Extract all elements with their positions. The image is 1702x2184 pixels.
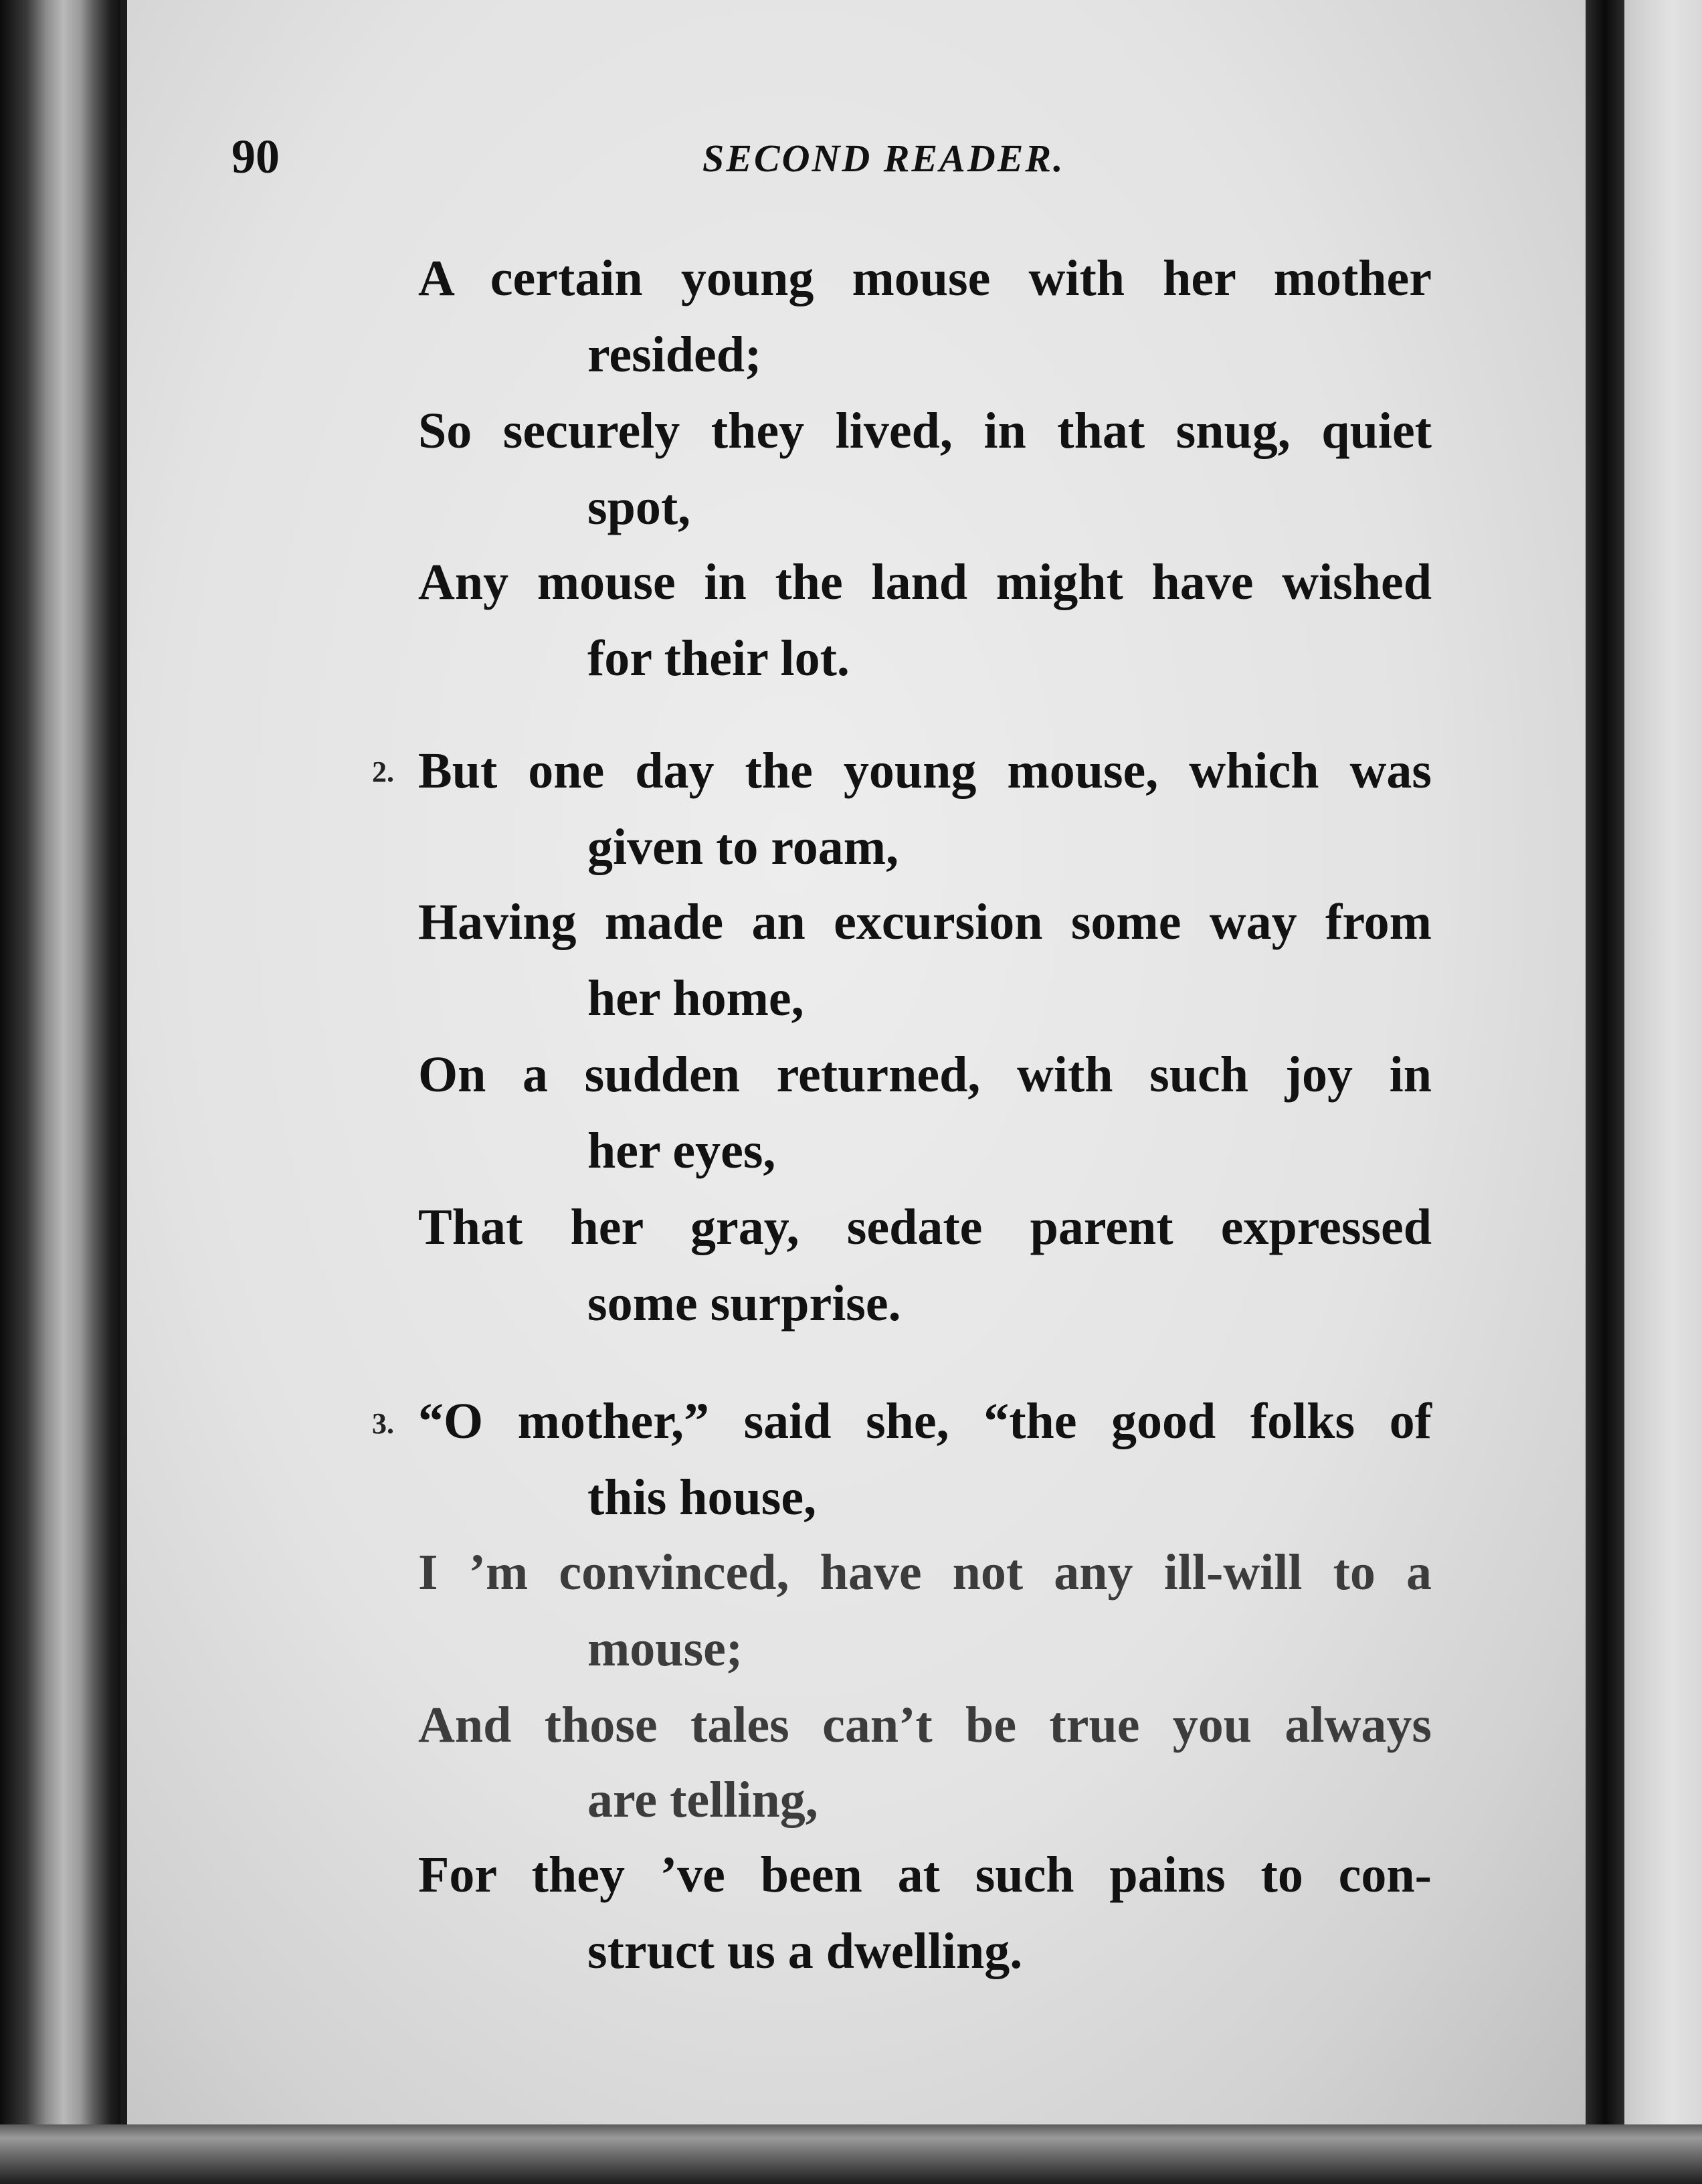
poem-line: Any mouse in the land might have wished [418,554,1432,610]
poem-line: mouse; [587,1621,743,1677]
page-number: 90 [231,130,280,183]
poem-line: That her gray, sedate parent expressed [418,1199,1432,1255]
poem-line: But one day the young mouse, which was [418,743,1432,799]
poem-line: On a sudden returned, with such joy in [418,1046,1432,1103]
stanza-number: 2. [372,755,394,788]
poem-line: are telling, [587,1772,818,1828]
poem-line: her home, [587,970,804,1026]
poem-line: given to roam, [587,819,899,875]
stanza-number: 3. [372,1407,394,1440]
poem-line: struct us a dwelling. [587,1923,1023,1979]
poem-line: So securely they lived, in that snug, quiet [418,403,1432,459]
poem-line: her eyes, [587,1123,776,1179]
poem-line: spot, [587,479,691,535]
poem-line: this house, [587,1469,817,1526]
poem-line: For they ’ve been at such pains to con- [418,1847,1432,1903]
poem-line: And those tales can’t be true you always [418,1697,1432,1753]
poem-line: resided; [587,327,762,383]
poem-line: I ’m convinced, have not any ill-will to a [418,1544,1432,1601]
running-head: SECOND READER. [702,136,1065,180]
poem-line: Having made an excursion some way from [418,894,1432,950]
poem-line: for their lot. [587,630,850,687]
poem-line: some surprise. [587,1275,901,1332]
poem-line: “O mother,” said she, “the good folks of [418,1393,1432,1449]
poem-line: A certain young mouse with her mother [418,250,1432,306]
